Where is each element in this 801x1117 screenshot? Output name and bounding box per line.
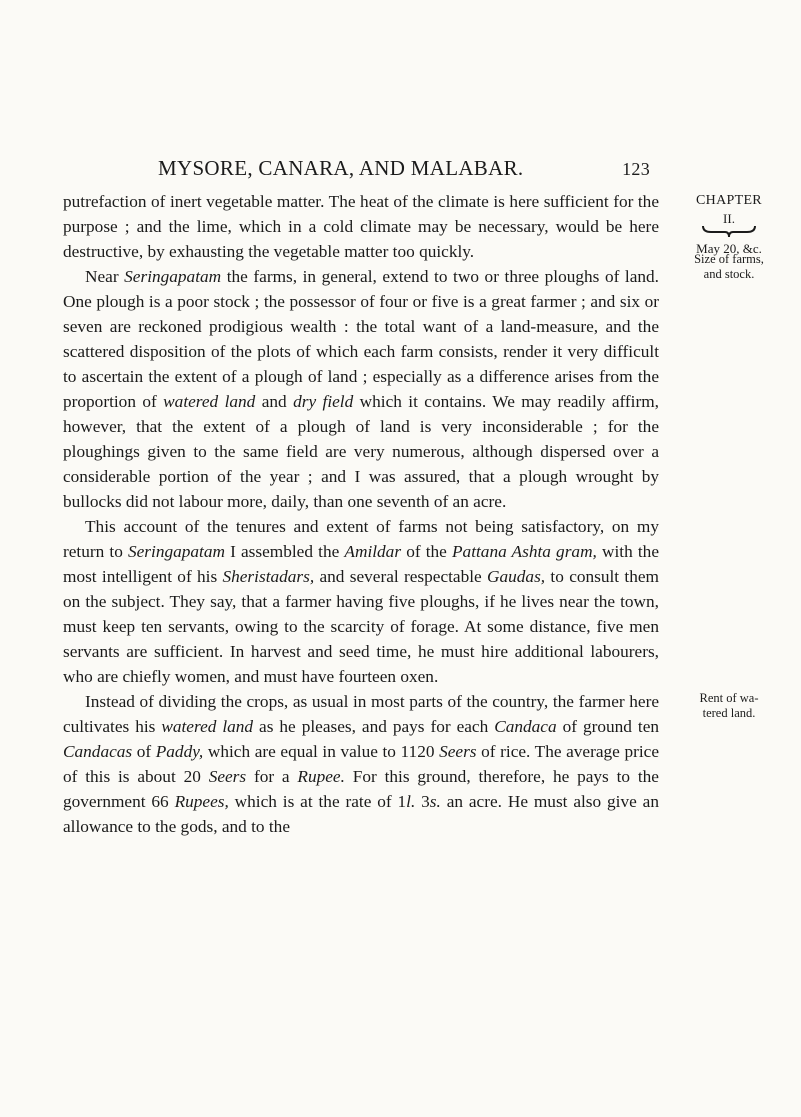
text-run: to consult them on the subject. They say, that a farmer having five ploughs, if he lives near the town, must keep ten servants, owing to the scarcity of forage. At some distance, five men servants are sufficient. In harvest and seed time, he must hire additional labourers, who are chiefly women, and must have fourteen oxen.	[63, 567, 659, 686]
brace-ornament	[664, 224, 794, 238]
text-run: the farms, in general, extend to two or three ploughs of land. One plough is a poor stock ; the possessor of four or five is a great farmer ; and six or seven are reckoned prodigious wealth : the total want of a land-measure, and the scattered disposition of the plots of which each farm consists, render it very difficult to ascertain the extent of a plough of land ; especially as a difference arises from the proportion of	[63, 267, 659, 411]
text-run: which are equal in value to 1120	[203, 742, 440, 761]
margin-note-line: Rent of wa-	[699, 691, 759, 705]
text-run: I assembled the	[224, 542, 345, 561]
italic-run: Candaca	[494, 717, 557, 736]
italic-run: s.	[429, 792, 441, 811]
italic-run: watered land	[163, 392, 256, 411]
paragraph	[63, 189, 659, 264]
margin-note-line: Size of farms,	[694, 252, 764, 266]
paragraph	[63, 689, 659, 839]
text-run: Near	[85, 267, 125, 286]
margin-note-line: and stock.	[703, 267, 755, 281]
text-run: as he pleases, and pays for each	[253, 717, 495, 736]
margin-note-rent-of-watered-land	[664, 691, 794, 721]
text-run: and several respectable	[314, 567, 488, 586]
running-header	[158, 156, 650, 181]
text-run: putrefaction of inert vegetable matter. The heat of the climate is here sufficient for the purpose ; and the lime, which in a cold climate may be necessary, would be here destructive, by exhausting the vegetable matter too quickly.	[63, 192, 659, 261]
text-run: of	[132, 742, 156, 761]
text-run: 3	[415, 792, 430, 811]
margin-note-line: tered land.	[702, 706, 756, 720]
margin-chapter-number: II.	[723, 211, 735, 226]
text-run: Instead of dividing the crops, as usual in most parts of the country, the farmer here cultivates his	[63, 692, 659, 736]
body-text	[63, 189, 659, 839]
text-run: for a	[246, 767, 298, 786]
text-run: For this ground, therefore, he pays to the government 66	[63, 767, 659, 811]
text-run: of the	[401, 542, 452, 561]
italic-run: Seringapatam	[124, 267, 222, 286]
margin-dateline: May 20, &c.	[696, 241, 762, 256]
italic-run: Candacas	[63, 742, 133, 761]
italic-run: Seringapatam	[128, 542, 225, 561]
italic-run: Amildar	[344, 542, 402, 561]
text-run: which it contains. We may readily affirm, however, that the extent of a plough of land is very inconsiderable ; for the ploughings given to the same field are very numerous, although dispersed over a considerable portion of the year ; and I was assured, that a plough wrought by bullocks did not labour more, daily, than one seventh of an acre.	[63, 392, 660, 511]
margin-note-size-of-farms	[664, 252, 794, 282]
italic-run: Paddy,	[155, 742, 204, 761]
italic-run: watered land	[161, 717, 254, 736]
italic-run: Gaudas,	[487, 567, 546, 586]
text-run: of ground ten	[556, 717, 660, 736]
italic-run: Rupee.	[297, 767, 345, 786]
italic-run: dry field	[293, 392, 354, 411]
paragraph	[63, 264, 659, 514]
text-run: This account of the tenures and extent of farms not being satisfactory, on my return to	[63, 517, 659, 561]
italic-run: l.	[406, 792, 416, 811]
text-run: and	[255, 392, 294, 411]
paragraph	[63, 514, 659, 689]
page-number: 123	[622, 159, 650, 179]
italic-run: Seers	[208, 767, 247, 786]
text-run: with the most intelligent of his	[63, 542, 659, 586]
italic-run: Sheristadars,	[222, 567, 315, 586]
italic-run: Rupees,	[174, 792, 229, 811]
italic-run: Seers	[439, 742, 477, 761]
margin-chapter-label: CHAPTER	[696, 193, 762, 208]
italic-run: Pattana Ashta gram,	[452, 542, 597, 561]
text-run: an acre. He must also give an allowance to the gods, and to the	[63, 792, 659, 836]
text-run: of rice. The average price of this is about 20	[63, 742, 659, 786]
running-title: MYSORE, CANARA, AND MALABAR.	[158, 156, 524, 180]
text-run: which is at the rate of 1	[228, 792, 407, 811]
